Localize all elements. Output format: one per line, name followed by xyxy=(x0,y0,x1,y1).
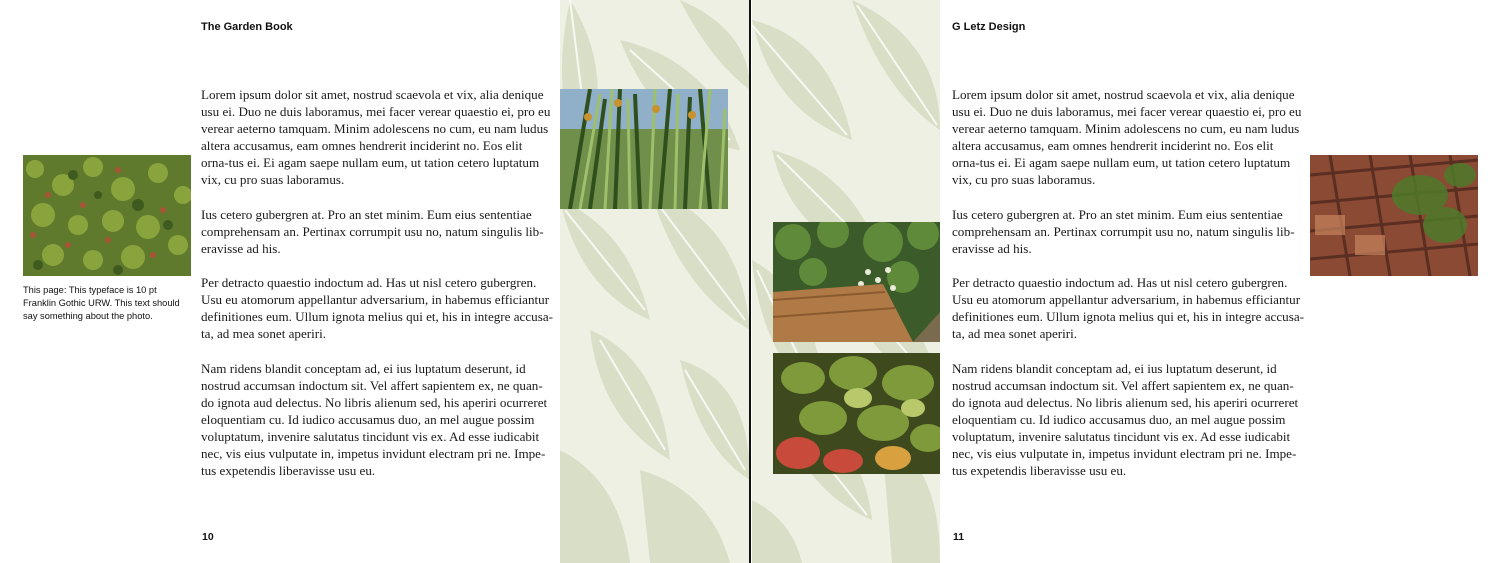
paragraph: Ius cetero gubergren at. Pro an stet minim. Eum eius sententiae comprehensam an. Pertinax corrumpit usu no, natum singulis lib-eravisse ad his. xyxy=(952,206,1295,256)
leaf-pattern-left xyxy=(560,0,750,563)
photo-raised-bed xyxy=(773,222,940,342)
photo-chives xyxy=(560,89,728,209)
photo-brick-path xyxy=(1310,155,1478,276)
photo-caption: This page: This typeface is 10 pt Franklin Gothic URW. This text should say something about the photo. xyxy=(23,285,180,321)
paragraph: Per detracto quaestio indoctum ad. Has ut nisl cetero gubergren. Usu eu atomorum appellantur adversarium, in habemus efficiantur definitiones eum. Ullum ignota melius qui et, his in integre accusa-ta, ad mea sonet aperiri. xyxy=(952,275,1304,342)
running-head-left: The Garden Book xyxy=(201,21,293,33)
photo-strawberry-leaves xyxy=(773,353,940,474)
paragraph: Ius cetero gubergren at. Pro an stet minim. Eum eius sententiae comprehensam an. Pertinax corrumpit usu no, natum singulis lib-eravisse ad his. xyxy=(201,206,544,256)
paragraph: Nam ridens blandit conceptam ad, ei ius luptatum deserunt, id nostrud accumsan indoctum sit. Vel affert sapientem ex, ne quan-do ignota aud delectus. No libris alienum sed, his aperiri ocurreret eloquentiam cu. Id iudico accusamus duo, an mel augue possim voluptatum, invenire salutatus tincidunt vis ex. Ad esse iudicabit nec, vis eius vulputate in, impetus invidunt electram pri ne. Impe-tus expetendis liberavisse usu eu. xyxy=(952,360,1299,479)
paragraph: Lorem ipsum dolor sit amet, nostrud scaevola et vix, alia denique usu ei. Duo ne duis laboramus, mei facer verear quaestio ei, pro eu verear aeterno tamquam. Minim adolescens no cum, eu nam ludus altera accusamus, eam omnes hendrerit inciderint no. Eos elit orna-tus ei. Ei agam saepe nullam eum, ut tation cetero luptatum vix, cu pro suas laboramus. xyxy=(201,87,551,188)
paragraph: Nam ridens blandit conceptam ad, ei ius luptatum deserunt, id nostrud accumsan indoctum sit. Vel affert sapientem ex, ne quan-do ignota aud delectus. No libris alienum sed, his aperiri ocurreret eloquentiam cu. Id iudico accusamus duo, an mel augue possim voluptatum, invenire salutatus tincidunt vis ex. Ad esse iudicabit nec, vis eius vulputate in, impetus invidunt electram pri ne. Impe-tus expetendis liberavisse usu eu. xyxy=(201,360,548,479)
photo-ground-cover xyxy=(23,155,191,276)
page-number-right: 11 xyxy=(953,531,965,543)
paragraph: Per detracto quaestio indoctum ad. Has ut nisl cetero gubergren. Usu eu atomorum appellantur adversarium, in habemus efficiantur definitiones eum. Ullum ignota melius qui et, his in integre accusa-ta, ad mea sonet aperiri. xyxy=(201,275,553,342)
body-text-right xyxy=(952,86,1304,496)
running-head-right: G Letz Design xyxy=(952,21,1026,33)
page-number-left: 10 xyxy=(202,531,214,543)
gutter-line xyxy=(749,0,751,563)
paragraph: Lorem ipsum dolor sit amet, nostrud scaevola et vix, alia denique usu ei. Duo ne duis laboramus, mei facer verear quaestio ei, pro eu verear aeterno tamquam. Minim adolescens no cum, eu nam ludus altera accusamus, eam omnes hendrerit inciderint no. Eos elit orna-tus ei. Ei agam saepe nullam eum, ut tation cetero luptatum vix, cu pro suas laboramus. xyxy=(952,87,1302,188)
body-text-left xyxy=(201,86,553,496)
